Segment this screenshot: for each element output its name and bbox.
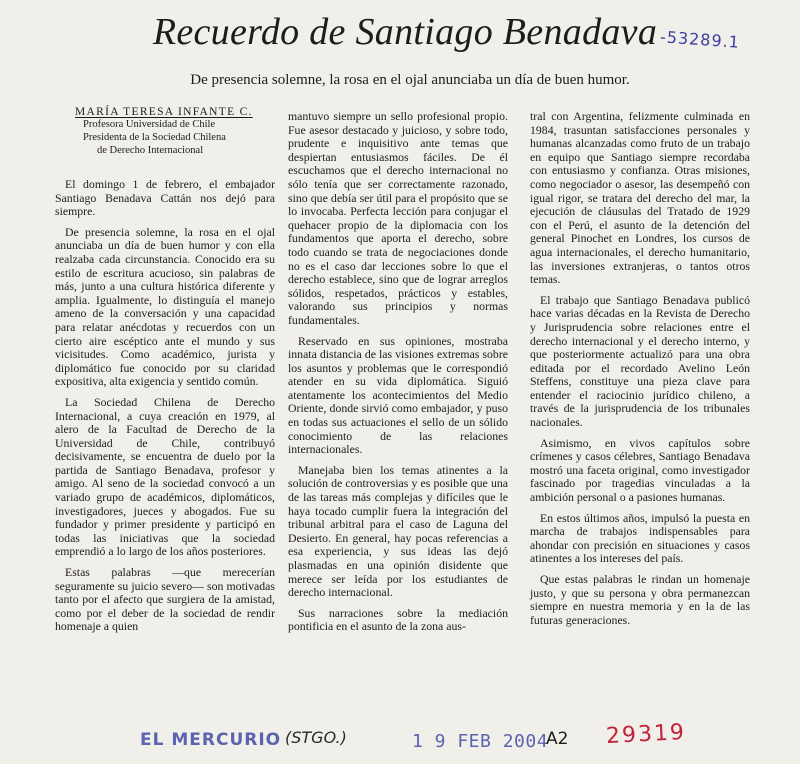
clipping-stamp xyxy=(0,719,800,758)
paragraph: El trabajo que Santiago Benadava publicó hace varias décadas en la Revista de Derecho y Jurisprudencia sobre relaciones entre el derecho internacional y el derecho interno, y que posteriormente actualizó para una obra editada por el recordado Avelino León Steffens, constituye una pieza clave para entender el raciocinio jurídico chileno, a través de la jurisprudencia de los tribunales nacionales. xyxy=(530,292,750,430)
author-role: de Derecho Internacional xyxy=(97,145,204,156)
article-subtitle: De presencia solemne, la rosa en el ojal anunciaba un día de buen humor. xyxy=(190,72,630,88)
paragraph: La Sociedad Chilena de Derecho Internacional, a cuya creación en 1979, al alero de la Facultad de Derecho de la Universidad de Chile, contribuyó decisivamente, se encuentra de duelo por la partida de Santiago Benadava, profesor y amigo. Al seno de la sociedad convocó a un variado grupo de académicos, diplomáticos, investigadores, jueces y abogados. Fue su fundador y primer presidente y participó en todas las iniciativas que la sociedad emprendió a lo largo de los años posteriores. xyxy=(55,394,275,559)
paragraph: Estas palabras —que merecerían seguramente su juicio severo— son motivadas tanto por el afecto que surgiera de la amistad, como por el deber de la sociedad de rendir homenaje a quien xyxy=(55,565,275,634)
paragraph: En estos últimos años, impulsó la puesta en marcha de trabajos indispensables para ahondar con precisión en situaciones y casos atinentes a los intereses del país. xyxy=(530,510,750,566)
paragraph: El domingo 1 de febrero, el embajador Santiago Benadava Cattán nos dejó para siempre. xyxy=(55,177,275,219)
handwritten-reference: -53289.1 xyxy=(659,27,741,52)
byline xyxy=(75,106,275,157)
paragraph: Sus narraciones sobre la mediación pontificia en el asunto de la zona aus- xyxy=(288,605,508,634)
handwritten-number: 29319 xyxy=(605,719,687,750)
paragraph: Asimismo, en vivos capítulos sobre crímenes y casos célebres, Santiago Benadava mostró una faceta original, como investigador fascinado por tragedias vinculadas a la ambición personal o a pasiones humanas. xyxy=(530,435,750,505)
publication-stamp: EL MERCURIO xyxy=(140,730,282,750)
article-column-3 xyxy=(530,110,750,634)
paragraph: Manejaba bien los temas atinentes a la solución de controversias y es posible que una de las tareas más complejas y difíciles que le haya tocado cumplir fuera la integración del tribunal arbitral para el caso de Laguna del Desierto. En general, hay pocas referencias a esa experiencia, y sus ideas las dejó plasmadas en una opinión disidente que merece ser leída por los estudiantes de derecho internacional. xyxy=(288,462,508,600)
paragraph: tral con Argentina, felizmente culminada en 1984, trasuntan satisfacciones personales y humanas alcanzadas como fruto de un trabajo en equipo que Santiago siempre recordaba con entusiasmo y confianza. Otras misiones, como negociador o asesor, las desempeñó con igual rigor, se tratara del derecho del mar, la ejecución de cláusulas del Tratado de 1929 con el Perú, el asunto de la detención del general Pinochet en Londres, los cursos de agua internacionales, el derecho humanitario, las inversiones extranjeras, o tantos otros temas. xyxy=(530,109,750,287)
location-note: (STGO.) xyxy=(285,728,347,747)
date-stamp: 1 9 FEB 2004 xyxy=(412,731,549,752)
paragraph: Que estas palabras le rindan un homenaje justo, y que su persona y obra permanezcan siempre en nuestra memoria y en la de las futuras generaciones. xyxy=(530,572,750,627)
article-column-1 xyxy=(55,178,275,641)
paragraph: mantuvo siempre un sello profesional propio. Fue asesor destacado y juicioso, y sobre todo, prudente e inquisitivo ante temas que despiertan entusiasmos fáciles. De él escuchamos que el derecho internacional no sólo tenía que ser correctamente razonado, sino que debía ser útil para el propósito que se lo invocaba. Perfecta lección para conjugar el quehacer propio de la diplomacia con los fundamentos que aporta el derecho, sobre todo cuando se trata de negociaciones donde no es el caso dar lecciones sobre lo que el derecho establece, sino que de lograr arreglos sólidos, respetados, prácticos y estables, valorando sus principios y normas fundamentales. xyxy=(288,109,508,327)
paragraph: Reservado en sus opiniones, mostraba innata distancia de las visiones extremas sobre los asuntos y problemas que le correspondió atender en su vida diplomática. Siguió atentamente los acontecimientos del Medio Oriente, donde sirvió como embajador, y puso en todas sus actuaciones el sello de un sólido conocimiento de las relaciones internacionales. xyxy=(288,333,508,457)
page-note: A2 xyxy=(546,729,569,749)
article-title: Recuerdo de Santiago Benadava xyxy=(152,11,658,53)
author-role: Profesora Universidad de Chile xyxy=(83,119,216,130)
paragraph: De presencia solemne, la rosa en el ojal anunciaba un día de buen humor y con ella realzaba cada circunstancia. Conocido era su estilo de escritura acucioso, sin palabras de más, junto a una cultura histórica diferente y amplia. Igualmente, lo distinguía el manejo ameno de la conversación y una capacidad para relatar anécdotas y recuerdos con un cierto aire escéptico ante el mundo y sus vicisitudes. Como académico, jurista y diplomático fue conocido por su claridad expositiva, alta exigencia y sentido común. xyxy=(55,224,275,389)
author-name: MARÍA TERESA INFANTE C. xyxy=(75,106,253,118)
article-column-2 xyxy=(288,110,508,641)
author-role: Presidenta de la Sociedad Chilena xyxy=(83,132,226,143)
